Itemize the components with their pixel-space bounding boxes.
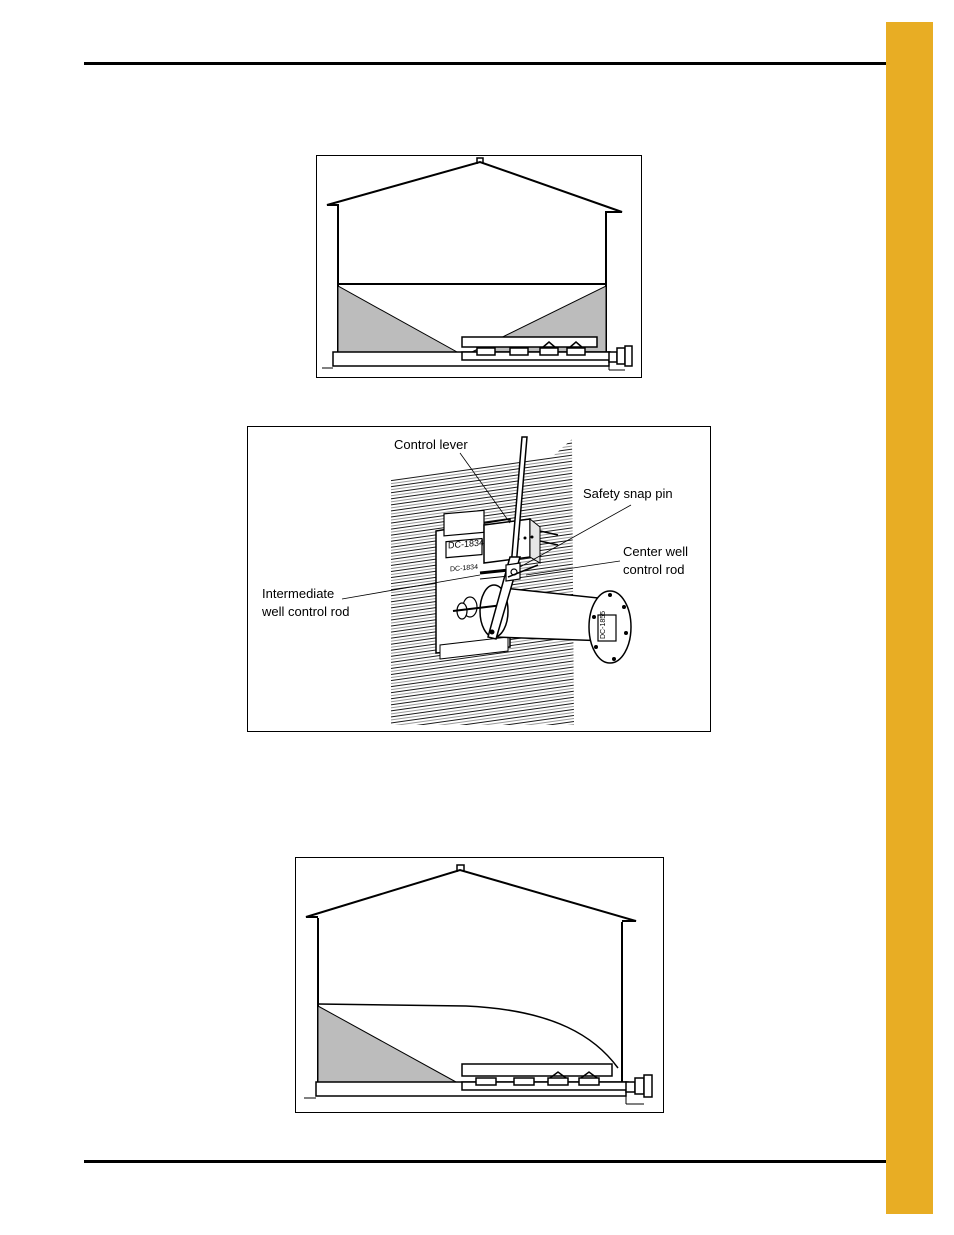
bin-cross-section-icon <box>317 156 643 379</box>
label-intermediate-well-control-rod: Intermediate well control rod <box>262 586 350 619</box>
plate-3-label: DC-1855 <box>600 610 607 639</box>
bin-cross-section-icon <box>296 858 665 1114</box>
chapter-tab <box>886 22 933 1214</box>
footer-rule <box>84 1160 926 1163</box>
plate-2-label: DC-1834 <box>450 563 478 574</box>
header-rule <box>84 62 926 65</box>
plate-1-label: DC-1834 <box>448 537 484 551</box>
figure-bin-center-unload <box>316 155 642 378</box>
figure-bin-partial-unload <box>295 857 664 1113</box>
figure-control-lever-detail <box>247 426 711 732</box>
control-lever-assembly-icon <box>248 427 712 733</box>
label-safety-snap-pin: Safety snap pin <box>583 486 673 501</box>
label-control-lever: Control lever <box>394 437 468 452</box>
label-center-well-control-rod: Center well control rod <box>623 544 689 577</box>
